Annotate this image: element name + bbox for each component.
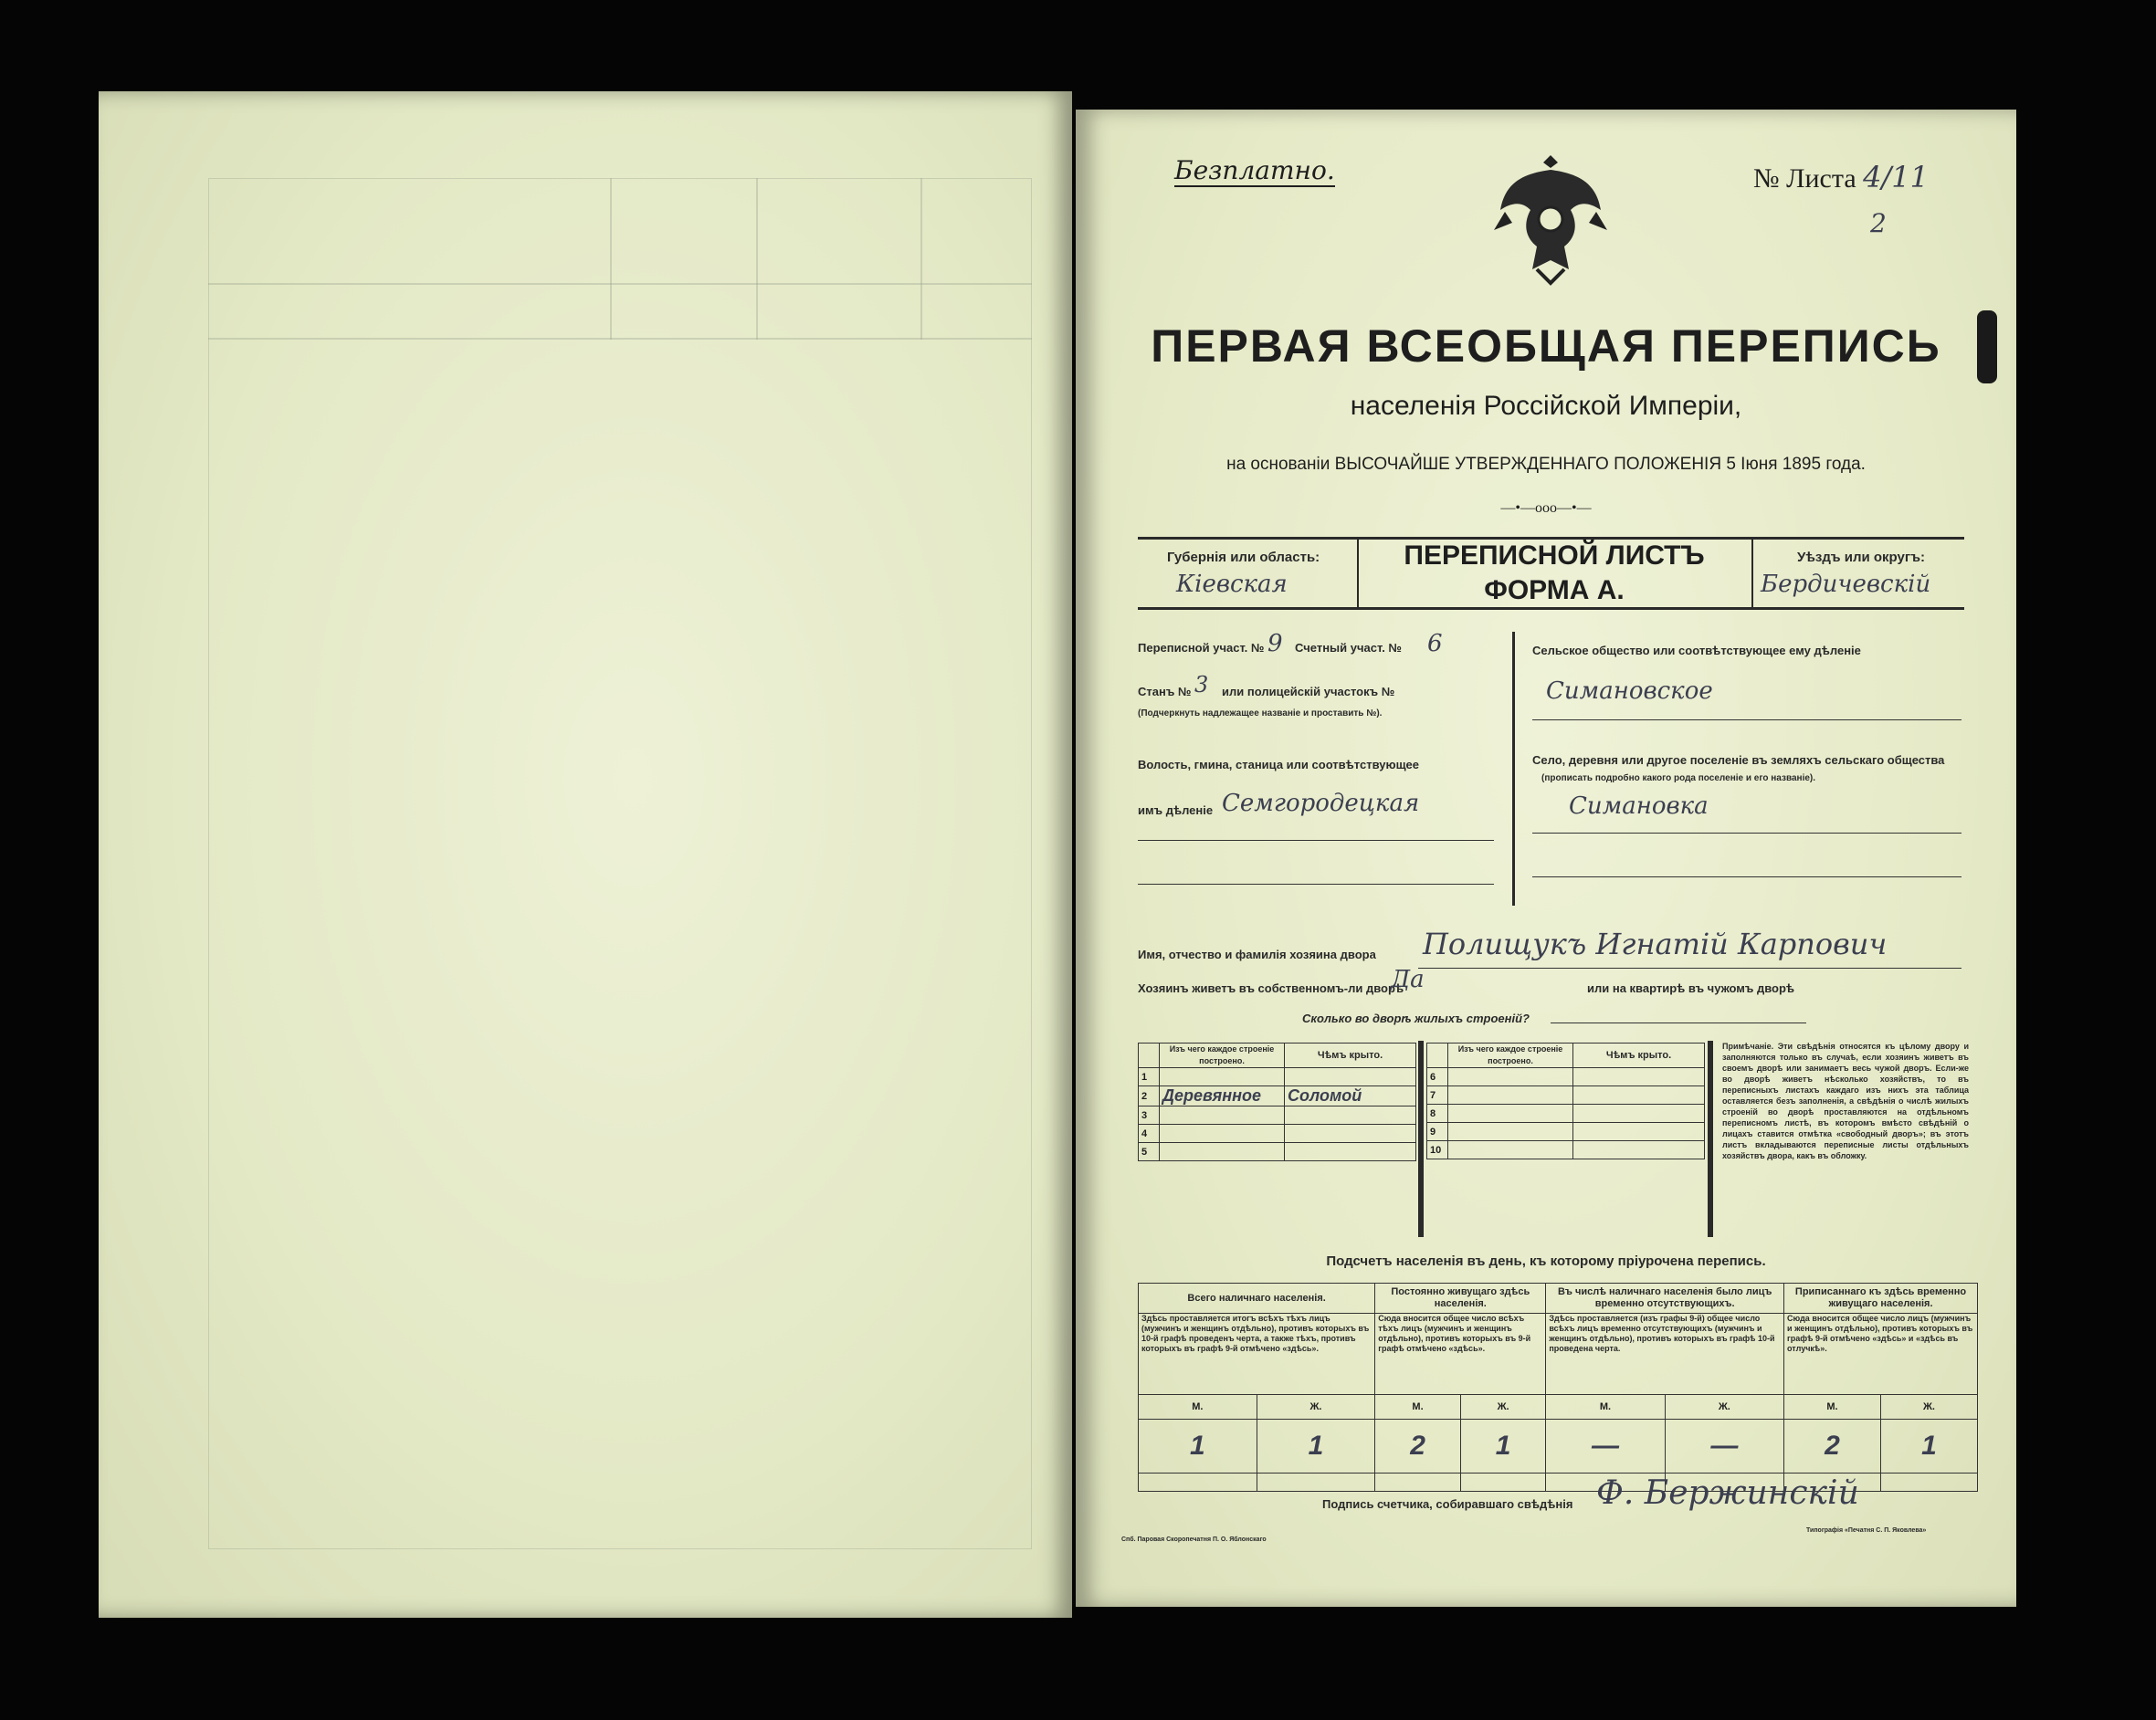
count-head: Всего наличнаго населенія. <box>1139 1284 1375 1314</box>
cell <box>1448 1105 1573 1123</box>
count-value: 1 <box>1139 1420 1257 1474</box>
count-value: 1 <box>1460 1420 1546 1474</box>
cell <box>1448 1068 1573 1086</box>
count-value-row <box>1139 1420 1978 1474</box>
cell <box>1375 1474 1461 1492</box>
volost-label-2: имъ дѣленіе <box>1138 803 1214 817</box>
count-desc-row <box>1139 1314 1978 1395</box>
table-row <box>1427 1068 1705 1086</box>
volost-line <box>1138 840 1494 841</box>
cell <box>1448 1141 1573 1159</box>
selo-value: Симановка <box>1569 792 1709 820</box>
cell <box>1139 1044 1160 1068</box>
male-label: М. <box>1139 1395 1257 1420</box>
table-row <box>1139 1068 1416 1086</box>
obshch-value: Симановское <box>1546 677 1713 705</box>
uezd-label: Уѣздъ или округъ: <box>1797 550 1926 565</box>
count-value: 2 <box>1375 1420 1461 1474</box>
table-row <box>1139 1086 1416 1106</box>
cell <box>1573 1141 1705 1159</box>
gub-label: Губернія или область: <box>1167 550 1320 565</box>
material-cell <box>1160 1125 1285 1143</box>
count-title: Подсчетъ населенія въ день, къ которому пріурочена перепись. <box>1326 1253 1766 1269</box>
female-label: Ж. <box>1880 1395 1977 1420</box>
stan-note: (Подчеркнуть надлежащее названіе и проставить №). <box>1138 708 1383 718</box>
sheet-number-label: № Листа <box>1753 163 1856 194</box>
schet-uchastok-value: 6 <box>1427 630 1443 657</box>
stan-value: 3 <box>1194 672 1209 697</box>
row-number: 3 <box>1139 1106 1160 1125</box>
signature-value: Ф. Бержинскій <box>1596 1474 1859 1512</box>
divider <box>1751 537 1753 610</box>
count-value: 1 <box>1257 1420 1375 1474</box>
table-separator <box>1418 1041 1424 1237</box>
count-mf-row <box>1139 1395 1978 1420</box>
count-head: Въ числѣ наличнаго населенія было лицъ временно отсутствующихъ. <box>1546 1284 1784 1314</box>
count-table <box>1138 1283 1978 1492</box>
lives-value: Да <box>1391 966 1425 993</box>
count-value: 1 <box>1880 1420 1977 1474</box>
row-number: 6 <box>1427 1068 1448 1086</box>
cell <box>1880 1474 1977 1492</box>
form-basis: на основаніи ВЫСОЧАЙШЕ УТВЕРЖДЕННАГО ПОЛОЖЕНІЯ 5 Іюня 1895 года. <box>1226 455 1866 474</box>
material-header: Изъ чего каждое строеніе построено. <box>1160 1044 1285 1068</box>
roof-cell <box>1285 1143 1416 1161</box>
ghost-line <box>920 178 922 340</box>
police-label: или полицейскій участокъ № <box>1222 685 1395 698</box>
perep-uchastok-value: 9 <box>1267 630 1283 657</box>
count-value: — <box>1665 1420 1783 1474</box>
roof-cell: Соломой <box>1285 1086 1416 1106</box>
form-type-title: ПЕРЕПИСНОЙ ЛИСТЪ <box>1404 540 1705 571</box>
field-divider <box>1512 632 1515 906</box>
buildings-question: Сколько во дворѣ жилыхъ строеній? <box>1302 1012 1530 1025</box>
count-head: Приписаннаго къ здѣсь временно живущаго населенія. <box>1784 1284 1978 1314</box>
material-cell <box>1160 1143 1285 1161</box>
male-label: М. <box>1546 1395 1665 1420</box>
roof-cell <box>1285 1125 1416 1143</box>
table-separator <box>1708 1041 1713 1237</box>
gub-value: Кіевская <box>1176 571 1288 598</box>
imperial-eagle-emblem <box>1487 146 1614 292</box>
count-value: 2 <box>1784 1420 1881 1474</box>
count-value: — <box>1546 1420 1665 1474</box>
table-row <box>1427 1123 1705 1141</box>
cell <box>1573 1068 1705 1086</box>
left-page-blank <box>99 91 1072 1618</box>
printer-left: Спб. Паровая Скоропечатня П. О. Яблонскаго <box>1121 1536 1267 1543</box>
binding-clip <box>1977 310 1997 383</box>
volost-label: Волость, гмина, станица или соотвѣтствующее <box>1138 758 1420 771</box>
table-row <box>1139 1106 1416 1125</box>
owner-line <box>1418 968 1961 969</box>
count-desc: Сюда вносится общее число всѣхъ тѣхъ лицъ (мужчинъ и женщинъ отдѣльно), противъ которыхъ въ 9-й графѣ отмѣчено «здѣсь». <box>1375 1314 1546 1395</box>
material-header: Изъ чего каждое строеніе построено. <box>1448 1044 1573 1068</box>
female-label: Ж. <box>1460 1395 1546 1420</box>
sheet-subnumber: 2 <box>1870 208 1887 238</box>
ghost-line <box>208 338 1032 340</box>
buildings-note: Примѣчаніе. Эти свѣдѣнія относятся къ цѣлому двору и заполняются только въ случаѣ, если хозяинъ живетъ въ своемъ дворѣ или занимаетъ весь чужой дворъ. Если-же во дворѣ живетъ нѣсколько хозяйствъ, то въ переписныхъ листахъ каждаго изъ нихъ эта таблица оставляется безъ заполненія, а свѣдѣнія о числѣ жилыхъ строеній во дворѣ проставляются на отдѣльномъ переписномъ листѣ, въ которомъ вмѣсто свѣдѣній о лицахъ ставится отмѣтка «свободный дворъ»; въ этотъ листъ вкладываются переписные листы отдѣльныхъ хозяйствъ двора, какъ въ обложку. <box>1722 1042 1969 1160</box>
ghost-line <box>756 178 758 340</box>
cell <box>1427 1044 1448 1068</box>
count-desc: Здѣсь проставляется (изъ графы 9-й) общее число всѣхъ лицъ временно отсутствующихъ (мужчинъ и женщинъ отдѣльно), противъ которыхъ въ графѣ 10-й проведена черта. <box>1546 1314 1784 1395</box>
free-label: Безплатно. <box>1174 155 1335 185</box>
row-number: 10 <box>1427 1141 1448 1159</box>
roof-cell <box>1285 1068 1416 1086</box>
ghost-frame <box>208 178 1032 1549</box>
form-type-sub: ФОРМА А. <box>1484 575 1625 605</box>
selo-line-2 <box>1532 876 1961 877</box>
table-row <box>1427 1141 1705 1159</box>
cell <box>1139 1474 1257 1492</box>
female-label: Ж. <box>1257 1395 1375 1420</box>
buildings-table-left <box>1138 1043 1416 1161</box>
table-row <box>1139 1125 1416 1143</box>
ornament-divider: —•—ooo—•— <box>1500 500 1592 516</box>
material-cell <box>1160 1106 1285 1125</box>
female-label: Ж. <box>1665 1395 1783 1420</box>
count-head: Постоянно живущаго здѣсь населенія. <box>1375 1284 1546 1314</box>
row-number: 7 <box>1427 1086 1448 1105</box>
roof-cell <box>1285 1106 1416 1125</box>
selo-note: (прописать подробно какого рода поселеніе и его названіе). <box>1541 773 1816 783</box>
lives-label-2: или на квартирѣ въ чужомъ дворѣ <box>1587 981 1795 995</box>
obshch-line <box>1532 719 1961 720</box>
row-number: 8 <box>1427 1105 1448 1123</box>
ghost-line <box>610 178 612 340</box>
count-desc: Сюда вносится общее число лицъ (мужчинъ и женщинъ отдѣльно), противъ которыхъ въ графѣ 9-й отмѣчено «здѣсь» и «здѣсь въ отлучкѣ». <box>1784 1314 1978 1395</box>
material-cell <box>1160 1068 1285 1086</box>
selo-line <box>1532 833 1961 834</box>
uezd-value: Бердичевскій <box>1761 571 1931 598</box>
male-label: М. <box>1375 1395 1461 1420</box>
volost-line-2 <box>1138 884 1494 885</box>
row-number: 9 <box>1427 1123 1448 1141</box>
sheet-number <box>1753 160 1929 194</box>
cell <box>1573 1123 1705 1141</box>
cell <box>1460 1474 1546 1492</box>
row-number: 4 <box>1139 1125 1160 1143</box>
sheet-number-value: 4/11 <box>1863 160 1929 194</box>
printer-right: Типографія «Печатня С. П. Яковлева» <box>1806 1527 1927 1534</box>
cell <box>1448 1123 1573 1141</box>
cell <box>1448 1086 1573 1105</box>
material-cell: Деревянное <box>1160 1086 1285 1106</box>
selo-label: Село, деревня или другое поселеніе въ земляхъ сельскаго общества <box>1532 753 1945 767</box>
cell <box>1573 1086 1705 1105</box>
stan-label: Станъ № <box>1138 685 1192 698</box>
form-title: ПЕРВАЯ ВСЕОБЩАЯ ПЕРЕПИСЬ <box>1151 320 1941 372</box>
count-head-row <box>1139 1284 1978 1314</box>
roof-header: Чѣмъ крыто. <box>1573 1044 1705 1068</box>
cell <box>1257 1474 1375 1492</box>
volost-value: Семгородецкая <box>1222 790 1420 817</box>
row-number: 2 <box>1139 1086 1160 1106</box>
obshch-label: Сельское общество или соотвѣтствующее ему дѣленіе <box>1532 644 1861 657</box>
table-row <box>1139 1143 1416 1161</box>
count-desc: Здѣсь проставляется итогъ всѣхъ тѣхъ лицъ (мужчинъ и женщинъ отдѣльно), противъ которыхъ въ 10-й графѣ проведенъ черта, а также тѣхъ, противъ которыхъ въ графѣ 9-й отмѣчено «здѣсь». <box>1139 1314 1375 1395</box>
male-label: М. <box>1784 1395 1881 1420</box>
table-row <box>1427 1086 1705 1105</box>
owner-label: Имя, отчество и фамилія хозяина двора <box>1138 948 1376 961</box>
owner-value: Полищукъ Игнатій Карпович <box>1423 927 1888 961</box>
form-subtitle: населенія Россійской Имперіи, <box>1350 391 1742 421</box>
buildings-table-right <box>1426 1043 1705 1159</box>
roof-header: Чѣмъ крыто. <box>1285 1044 1416 1068</box>
cell <box>1573 1105 1705 1123</box>
census-form-page <box>1076 110 2016 1607</box>
table-row <box>1427 1105 1705 1123</box>
perep-uchastok-label: Переписной участ. № <box>1138 641 1265 655</box>
row-number: 5 <box>1139 1143 1160 1161</box>
schet-uchastok-label: Счетный участ. № <box>1295 641 1402 655</box>
lives-label: Хозяинъ живетъ въ собственномъ-ли дворѣ <box>1138 981 1404 995</box>
row-number: 1 <box>1139 1068 1160 1086</box>
ghost-line <box>208 283 1032 285</box>
signature-label: Подпись счетчика, собиравшаго свѣдѣнія <box>1322 1497 1573 1511</box>
